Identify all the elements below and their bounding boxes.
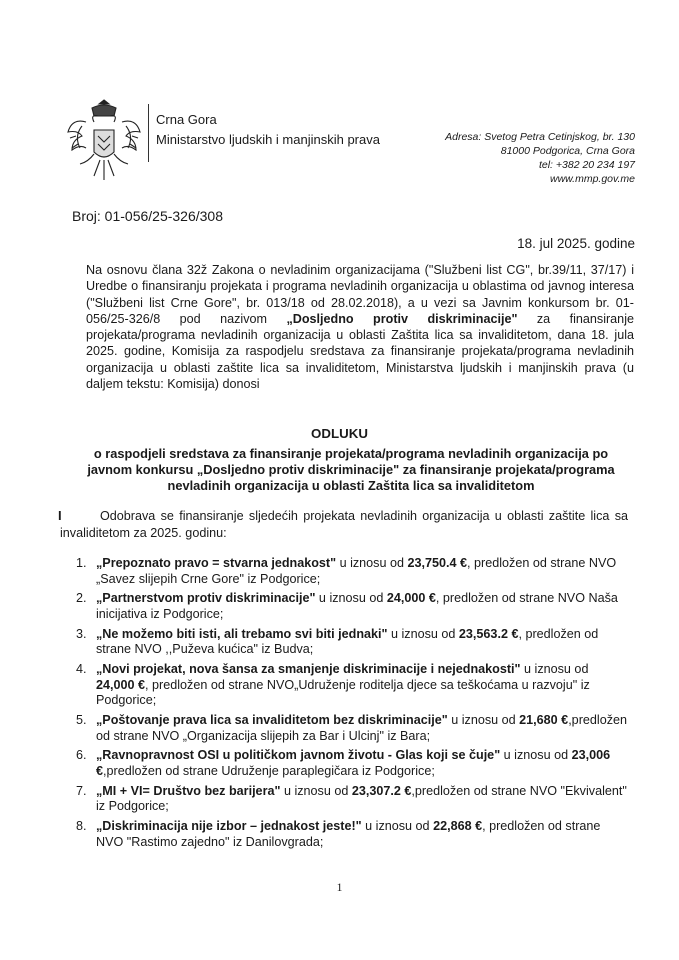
item-text: u iznosu od [387,626,459,641]
item-text: u iznosu od [315,591,387,606]
item-text: u iznosu od [336,556,408,570]
item-number: 4. [76,662,87,677]
project-title: „Diskriminacija nije izbor – jednakost jeste!" [96,819,362,834]
project-title: „Novi projekat, nova šansa za smanjenje diskriminacije i nejednakosti" [96,662,521,677]
ministry-name-block [156,110,380,150]
item-text: ,predložen od strane Udruženje paraplegičara iz Podgorice; [103,764,435,779]
item-number: 1. [76,556,87,570]
item-text: , predložen od strane NVO Naša inicijativa iz Podgorice; [96,591,618,621]
decision-title: ODLUKU [311,426,368,441]
section-number: I [58,508,62,523]
address-website: www.mmp.gov.me [550,173,635,185]
project-amount: 24,000 € [386,591,436,606]
intro-text-1: Na osnovu člana 32ž Zakona o nevladinim organizacijama ("Službeni list CG", br.39/11, 37/17) i Uredbe o finansiranju projekata i programa nevladinih organizacija u oblastima od javnog interesa ("Službeni list Crne Gore", br. 013/18 od 28.02.2018), a u vezi sa Javnim konkursom br. 01-056/25-326/8 pod nazivom [86,263,634,326]
address-street: Adresa: Svetog Petra Cetinjskog, br. 130 [445,131,635,143]
project-title: „Poštovanje prava lica sa invaliditetom bez diskriminacije" [96,713,448,728]
coat-of-arms-icon [64,96,144,184]
item-text: , predložen od strane NVO ,,Puževa kućica" iz Budva; [96,626,599,657]
item-text: , predložen od strane NVO „Savez slijepih Crne Gore" iz Podgorice; [96,556,617,586]
item-text: , predložen od strane NVO "Rastimo zajedno" iz Danilovgrada; [96,819,601,849]
list-item [70,784,630,815]
project-title: „Ne možemo biti isti, ali trebamo svi biti jednaki" [96,626,388,641]
project-amount: 21,680 € [519,713,569,728]
project-title: „Partnerstvom protiv diskriminacije" [96,591,316,606]
document-date: 18. jul 2025. godine [517,236,635,251]
project-amount: 23,750.4 € [407,556,468,570]
intro-paragraph [86,262,634,392]
intro-text-2: za finansiranje projekata/programa nevladinih organizacija u oblasti Zaštita lica sa invaliditetom, dana 18. jula 2025. godine, Komisija za raspodjelu sredstava za finansiranje projekata/programa nevladinih organizacija u oblasti zaštite lica sa invaliditetom, Ministarstva ljudskih i manjinskih prava (u daljem tekstu: Komisija) donosi [86,311,634,392]
page-number: 1 [336,880,343,894]
project-title: „MI + VI= Društvo bez barijera" [96,783,281,798]
project-amount: 23,563.2 € [458,626,519,641]
item-number: 3. [76,626,87,641]
list-item [70,591,630,622]
item-number: 7. [76,783,87,798]
list-item [70,713,630,744]
item-text: u iznosu od [500,748,572,763]
item-number: 6. [76,748,87,763]
ministry-name: Ministarstvo ljudskih i manjinskih prava [156,132,380,147]
address-city: 81000 Podgorica, Crna Gora [500,145,635,157]
project-amount: 23,006 € [96,748,611,779]
item-text: u iznosu od [520,662,589,677]
list-item [70,627,630,658]
list-item [70,819,630,850]
item-text: ,predložen od strane NVO "Ekvivalent" iz Podgorice; [96,783,627,814]
project-amount: 24,000 € [96,677,146,692]
section-text: Odobrava se finansiranje sljedećih projekata nevladinih organizacija u oblasti zaštite lica sa invaliditetom za 2025. godinu: [60,509,628,540]
project-title: „Ravnopravnost OSI u političkom javnom životu - Glas koji se čuje" [96,748,501,763]
document-number: Broj: 01-056/25-326/308 [72,208,223,224]
list-item [70,556,630,587]
project-list [70,556,630,855]
item-number: 2. [76,591,87,606]
list-item [70,662,630,709]
header-divider [148,104,149,162]
item-text: , predložen od strane NVO„Udruženje roditelja djece sa teškoćama u razvoju" iz Podgorice; [96,677,590,708]
country-name: Crna Gora [156,112,217,127]
decision-subtitle: o raspodjeli sredstava za finansiranje projekata/programa nevladinih organizacija po javnom konkursu „Dosljedno protiv diskriminacije" za finansiranje projekata/programa nevladinih organizacija u oblasti Zaštita lica sa invaliditetom [87,446,615,493]
address-block [445,130,635,186]
item-text: ,predložen od strane NVO „Organizacija slijepih za Bar i Ulcinj" iz Bara; [96,713,627,743]
project-amount: 23,307.2 € [351,783,412,798]
address-phone: tel: +382 20 234 197 [538,159,635,171]
item-text: u iznosu od [361,819,434,834]
item-number: 5. [76,713,87,728]
item-text: u iznosu od [447,713,520,728]
list-item [70,748,630,779]
item-text: u iznosu od [280,783,352,798]
project-title: „Prepoznato pravo = stvarna jednakost" [96,556,337,570]
project-amount: 22,868 € [433,819,483,834]
competition-name: „Dosljedno protiv diskriminacije" [286,311,518,326]
item-number: 8. [76,819,87,834]
